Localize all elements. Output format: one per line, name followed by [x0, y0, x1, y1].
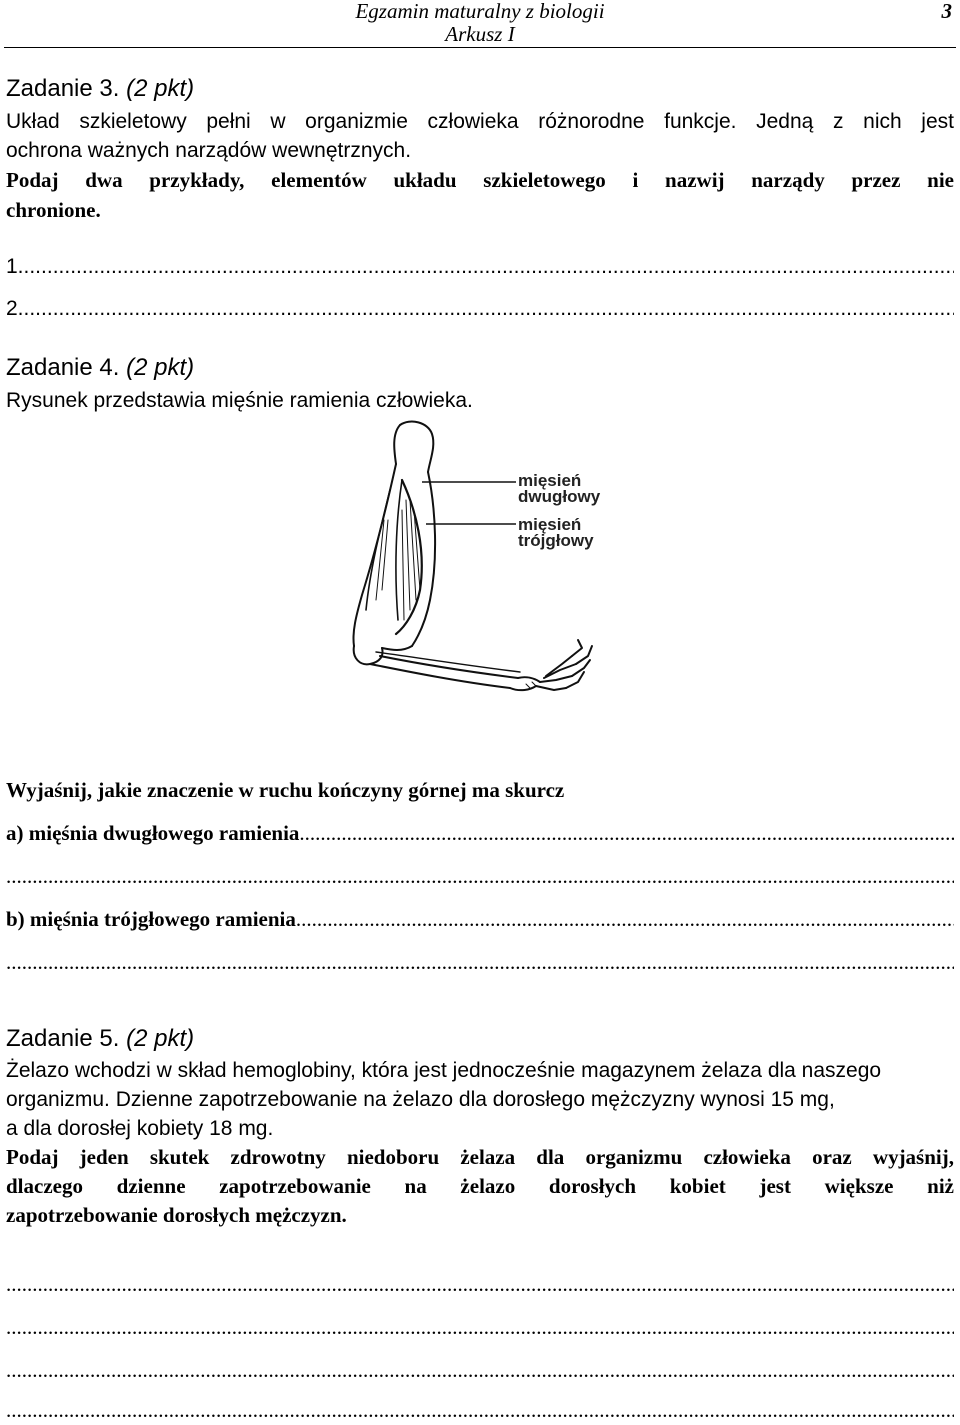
task4-answer-b-line-2[interactable]: [6, 948, 954, 977]
answer-dots: [6, 1356, 954, 1385]
task5-question-1: Podaj jeden skutek zdrowotny niedoboru żelaza dla organizmu człowieka oraz wyjaśnij,: [6, 1145, 954, 1169]
task4-answer-a[interactable]: [6, 819, 954, 848]
answer-dots: [24, 252, 954, 281]
task5-intro-2: organizmu. Dzienne zapotrzebowanie na żelazo dla dorosłego mężczyzny wynosi 15 mg,: [6, 1088, 835, 1111]
exam-title: Egzamin maturalny z biologii: [355, 0, 605, 23]
answer-dots: [296, 905, 954, 934]
triceps-label-1: mięsień: [518, 515, 582, 534]
task3-question-2: chronione.: [6, 198, 101, 222]
task3-answer-line-1[interactable]: [6, 252, 954, 281]
task3-question-1: Podaj dwa przykłady, elementów układu szkieletowego i nazwij narządy przez nie: [6, 168, 954, 192]
arm-muscles-figure: [340, 420, 620, 720]
task5-answer-line-4[interactable]: [6, 1396, 954, 1425]
part-a-label: a) mięśnia dwugłowego ramienia: [6, 821, 300, 845]
answer-2-label: 2.: [6, 297, 24, 320]
answer-1-label: 1.: [6, 255, 24, 278]
biceps-label-2: dwugłowy: [518, 487, 601, 506]
answer-dots: [6, 948, 954, 977]
task4-answer-a-line-2[interactable]: [6, 862, 954, 891]
task5-heading: [6, 1024, 954, 1054]
answer-dots: [24, 294, 954, 323]
task5-points: (2 pkt): [126, 1025, 195, 1052]
answer-dots: [299, 819, 954, 848]
task3-title: Zadanie 3.: [6, 75, 120, 102]
answer-dots: [6, 862, 954, 891]
answer-dots: [6, 1396, 954, 1425]
task3-heading: [6, 74, 954, 104]
task3-answer-line-2[interactable]: [6, 294, 954, 323]
part-b-label: b) mięśnia trójgłowego ramienia: [6, 907, 296, 931]
task3-intro-2: ochrona ważnych narządów wewnętrznych.: [6, 139, 412, 162]
task5-title: Zadanie 5.: [6, 1025, 120, 1052]
answer-dots: [6, 1313, 954, 1342]
task3-intro-1: Układ szkieletowy pełni w organizmie człowieka różnorodne funkcje. Jedną z nich jest: [6, 110, 954, 133]
task4-intro: Rysunek przedstawia mięśnie ramienia człowieka.: [6, 389, 473, 412]
biceps-label-1: mięsień: [518, 471, 582, 490]
page-number: 3: [941, 0, 952, 23]
triceps-label-2: trójgłowy: [518, 531, 594, 550]
header-divider: [4, 47, 956, 48]
task4-answer-b[interactable]: [6, 905, 954, 934]
task3-points: (2 pkt): [126, 75, 195, 102]
task5-intro-3: a dla dorosłej kobiety 18 mg.: [6, 1117, 274, 1140]
page-header: [0, 0, 960, 48]
task5-answer-line-3[interactable]: [6, 1356, 954, 1385]
task5-question-2: dlaczego dzienne zapotrzebowanie na żelazo dorosłych kobiet jest większe niż: [6, 1174, 954, 1198]
task5-intro-1: Żelazo wchodzi w skład hemoglobiny, która jest jednocześnie magazynem żelaza dla naszego: [6, 1059, 882, 1082]
exam-sheet: Arkusz I: [445, 22, 515, 46]
task4-points: (2 pkt): [126, 354, 195, 381]
figure-pointer-lines: [340, 420, 620, 720]
task5-question-3: zapotrzebowanie dorosłych mężczyzn.: [6, 1203, 347, 1227]
task4-heading: [6, 353, 954, 383]
task4-title: Zadanie 4.: [6, 354, 120, 381]
answer-dots: [6, 1270, 954, 1299]
task5-answer-line-1[interactable]: [6, 1270, 954, 1299]
task5-answer-line-2[interactable]: [6, 1313, 954, 1342]
task4-question: Wyjaśnij, jakie znaczenie w ruchu kończyny górnej ma skurcz: [6, 778, 565, 802]
